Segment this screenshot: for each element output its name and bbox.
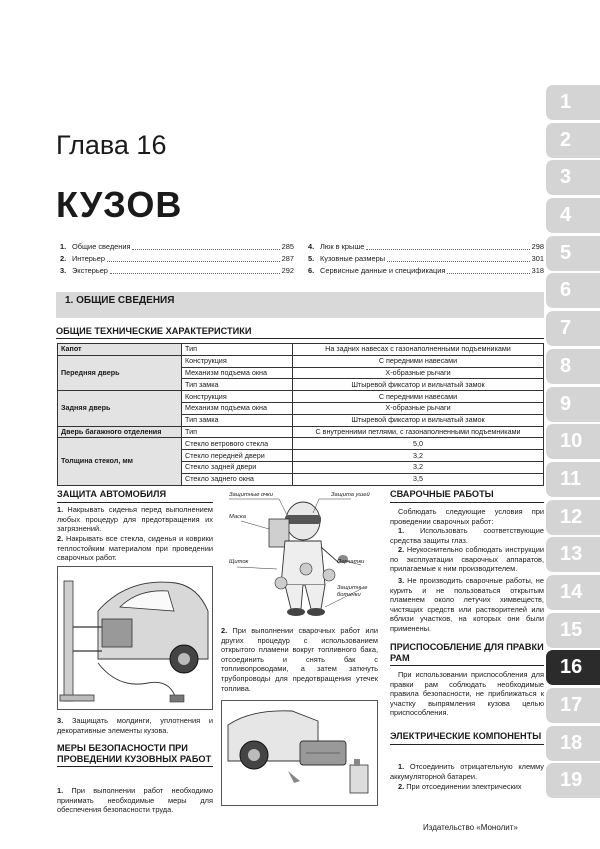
specs-param-cell: Механизм подъема окна	[182, 402, 293, 414]
chapter-tab[interactable]: 9	[546, 387, 600, 422]
chapter-tab[interactable]: 3	[546, 160, 600, 195]
fuel-tank-illustration	[221, 700, 378, 806]
paragraph-text: Использовать соответствующие средства защиты глаз.	[390, 526, 544, 545]
item-number: 3.	[398, 576, 405, 585]
chapter-tab-active[interactable]: 16	[546, 650, 600, 685]
toc-entry-page: 318	[531, 266, 544, 275]
toc-entry-text: Сервисные данные и спецификация	[320, 266, 446, 275]
chapter-title: КУЗОВ	[56, 184, 183, 225]
paragraph-text: Отсоединить отрицательную клемму аккумуляторной батареи.	[390, 762, 544, 781]
chapter-tabs	[546, 85, 600, 801]
publisher-footer: Издательство «Монолит»	[423, 823, 518, 832]
welding-paragraph-2	[390, 545, 544, 574]
specs-param-cell: Тип замка	[182, 414, 293, 426]
specs-value-cell: С внутренними петлями, с газонаполненными подъемниками	[293, 426, 544, 438]
table-row	[58, 438, 544, 450]
specs-group-cell: Капот	[58, 344, 182, 356]
item-number: 1.	[398, 526, 405, 535]
specs-param-cell: Стекло задней двери	[182, 461, 293, 473]
item-number: 2.	[221, 626, 228, 635]
toc-entry-page: 285	[281, 242, 294, 251]
chapter-tab[interactable]: 6	[546, 273, 600, 308]
specs-value-cell: На задних навесах с газонаполненными подъемниками	[293, 344, 544, 356]
specs-value-cell: 3,5	[293, 473, 544, 485]
chapter-tab[interactable]: 15	[546, 613, 600, 648]
gloves-label: Перчатки	[337, 559, 365, 565]
car-lift-drawing	[58, 567, 213, 710]
chapter-tab[interactable]: 7	[546, 311, 600, 346]
chapter-tab[interactable]: 17	[546, 688, 600, 723]
paragraph-text: При выполнении работ необходимо принимать необходимые меры для обеспечения безопасности труда.	[57, 786, 213, 815]
specs-param-cell: Конструкция	[182, 391, 293, 403]
toc-entry-text: Общие сведения	[72, 242, 131, 251]
section-heading-bar: 1. ОБЩИЕ СВЕДЕНИЯ	[56, 292, 544, 318]
specs-table	[57, 343, 544, 486]
chapter-tab[interactable]: 13	[546, 537, 600, 572]
specs-value-cell: Х-образные рычаги	[293, 402, 544, 414]
chapter-tab[interactable]: 18	[546, 726, 600, 761]
specs-group-cell: Дверь багажного отделения	[58, 426, 182, 438]
frame-paragraph: При использовании приспособления для правки рам соблюдать необходимые правила безопасности, не приближаться к участку выпрямления кузова целью приспособления.	[390, 670, 544, 718]
protection-paragraph-3	[57, 716, 213, 735]
protection-paragraph-2	[57, 534, 213, 563]
paragraph-text: Не производить сварочные работы, не курить и не пользоваться открытым пламенем около летучих химвеществ, чистящих средств или растворителей или вблизи участков, на которых они были применены.	[390, 576, 544, 633]
toc-entry-number: 3.	[60, 266, 67, 275]
toc-leader	[132, 241, 279, 250]
paragraph-text: Неукоснительно соблюдать инструкции по эксплуатации сварочных аппаратов, прилагаемые к ним производителем.	[390, 545, 544, 574]
protection-paragraph-1	[57, 505, 213, 534]
toc-entry[interactable]	[60, 241, 294, 253]
specs-value-cell: Штыревой фиксатор и вильчатый замок	[293, 414, 544, 426]
specs-group-cell: Толщина стекол, мм	[58, 438, 182, 485]
specs-param-cell: Механизм подъема окна	[182, 367, 293, 379]
chapter-tab[interactable]: 12	[546, 500, 600, 535]
specs-param-cell: Конструкция	[182, 355, 293, 367]
chapter-tab[interactable]: 10	[546, 424, 600, 459]
welding-intro: Соблюдать следующие условия при проведении сварочных работ:	[390, 507, 544, 526]
chapter-tab[interactable]: 1	[546, 85, 600, 120]
specs-value-cell: С передними навесами	[293, 391, 544, 403]
paragraph-text: Защищать молдинги, уплотнения и декоративные элементы кузова.	[57, 716, 213, 735]
item-number: 2.	[398, 782, 405, 791]
toc-entry-page: 301	[531, 254, 544, 263]
paragraph-text: Накрывать все стекла, сиденья и коврики теплостойким материалом при проведении сварочных работ.	[57, 534, 213, 563]
toc-column-left	[60, 241, 294, 277]
fuel-tank-drawing	[222, 701, 378, 806]
safety-heading: МЕРЫ БЕЗОПАСНОСТИ ПРИ ПРОВЕДЕНИИ КУЗОВНЫХ РАБОТ	[57, 743, 213, 767]
table-row	[58, 355, 544, 367]
protection-heading: ЗАЩИТА АВТОМОБИЛЯ	[57, 489, 213, 503]
toc-leader	[447, 265, 529, 274]
specs-param-cell: Тип	[182, 344, 293, 356]
table-row	[58, 344, 544, 356]
item-number: 2.	[398, 545, 405, 554]
specs-param-cell: Стекло ветрового стекла	[182, 438, 293, 450]
electrical-paragraph-2	[390, 782, 544, 792]
mask-label: Маска	[229, 514, 246, 520]
electrical-paragraph-1	[390, 762, 544, 781]
toc-entry[interactable]	[308, 253, 544, 265]
specs-group-cell: Задняя дверь	[58, 391, 182, 426]
toc-entry-text: Экстерьер	[72, 266, 108, 275]
specs-param-cell: Тип	[182, 426, 293, 438]
chapter-tab[interactable]: 5	[546, 236, 600, 271]
specs-value-cell: Х-образные рычаги	[293, 367, 544, 379]
goggles-label: Защитные очки	[229, 492, 273, 498]
specs-value-cell: 3,2	[293, 450, 544, 462]
toc-entry-page: 292	[281, 266, 294, 275]
welding-paragraph-1	[390, 526, 544, 545]
chapter-tab[interactable]: 4	[546, 198, 600, 233]
specs-param-cell: Тип замка	[182, 379, 293, 391]
toc-leader	[366, 241, 529, 250]
toc-leader	[107, 253, 280, 262]
toc-entry[interactable]	[308, 265, 544, 277]
chapter-label: Глава 16	[56, 130, 167, 160]
toc-entry-number: 4.	[308, 242, 315, 251]
toc-entry-number: 2.	[60, 254, 67, 263]
toc-entry[interactable]	[60, 265, 294, 277]
boots-label: Защитные ботинки	[337, 585, 368, 598]
earmuffs-label: Защита ушей	[331, 492, 370, 498]
toc-entry-page: 298	[531, 242, 544, 251]
toc-entry-text: Люк в крыше	[320, 242, 365, 251]
toc-entry-text: Кузовные размеры	[320, 254, 386, 263]
welder-ppe-illustration	[221, 489, 378, 620]
chapter-tab[interactable]: 14	[546, 575, 600, 610]
item-number: 1.	[398, 762, 405, 771]
specs-value-cell: 5,0	[293, 438, 544, 450]
shield-label: Щиток	[229, 559, 249, 565]
toc-entry[interactable]	[308, 241, 544, 253]
welding-heading: СВАРОЧНЫЕ РАБОТЫ	[390, 489, 544, 503]
chapter-tab[interactable]: 11	[546, 462, 600, 497]
specs-value-cell: С передними навесами	[293, 355, 544, 367]
chapter-tab[interactable]: 8	[546, 349, 600, 384]
specs-param-cell: Стекло передней двери	[182, 450, 293, 462]
safety-paragraph-1	[57, 786, 213, 815]
specs-group-cell: Передняя дверь	[58, 355, 182, 390]
specs-heading: ОБЩИЕ ТЕХНИЧЕСКИЕ ХАРАКТЕРИСТИКИ	[56, 326, 544, 339]
paragraph-text: Накрывать сиденья перед выполнением любых процедур для предотвращения их загрязнений.	[57, 505, 213, 534]
specs-value-cell: 3,2	[293, 461, 544, 473]
toc-entry[interactable]	[60, 253, 294, 265]
item-number: 2.	[57, 534, 64, 543]
toc-entry-number: 5.	[308, 254, 315, 263]
paragraph-text: При выполнении сварочных работ или других процедур с использованием открытого пламени вокруг топливного бака, отсоединить и снять бак с топливопроводами, а затем заткнуть трубопроводы для предотвращения утечек топлива.	[221, 626, 378, 693]
toc-leader	[387, 253, 530, 262]
specs-value-cell: Штыревой фиксатор и вильчатый замок	[293, 379, 544, 391]
table-row	[58, 426, 544, 438]
fuel-tank-paragraph	[221, 626, 378, 693]
chapter-tab[interactable]: 19	[546, 763, 600, 798]
electrical-heading: ЭЛЕКТРИЧЕСКИЕ КОМПОНЕНТЫ	[390, 731, 544, 745]
item-number: 3.	[57, 716, 64, 725]
table-row	[58, 391, 544, 403]
welder-drawing	[221, 489, 378, 620]
paragraph-text: При отсоединении электрических	[404, 782, 522, 791]
car-lift-illustration	[57, 566, 213, 710]
toc-entry-number: 1.	[60, 242, 67, 251]
item-number: 1.	[57, 505, 64, 514]
welding-paragraph-3	[390, 576, 544, 634]
toc-entry-number: 6.	[308, 266, 315, 275]
toc-entry-text: Интерьер	[72, 254, 105, 263]
specs-param-cell: Стекло заднего окна	[182, 473, 293, 485]
chapter-tab[interactable]: 2	[546, 123, 600, 158]
toc-entry-page: 287	[281, 254, 294, 263]
item-number: 1.	[57, 786, 64, 795]
toc-column-right	[308, 241, 544, 277]
toc-leader	[110, 265, 280, 274]
frame-heading: ПРИСПОСОБЛЕНИЕ ДЛЯ ПРАВКИ РАМ	[390, 642, 544, 666]
